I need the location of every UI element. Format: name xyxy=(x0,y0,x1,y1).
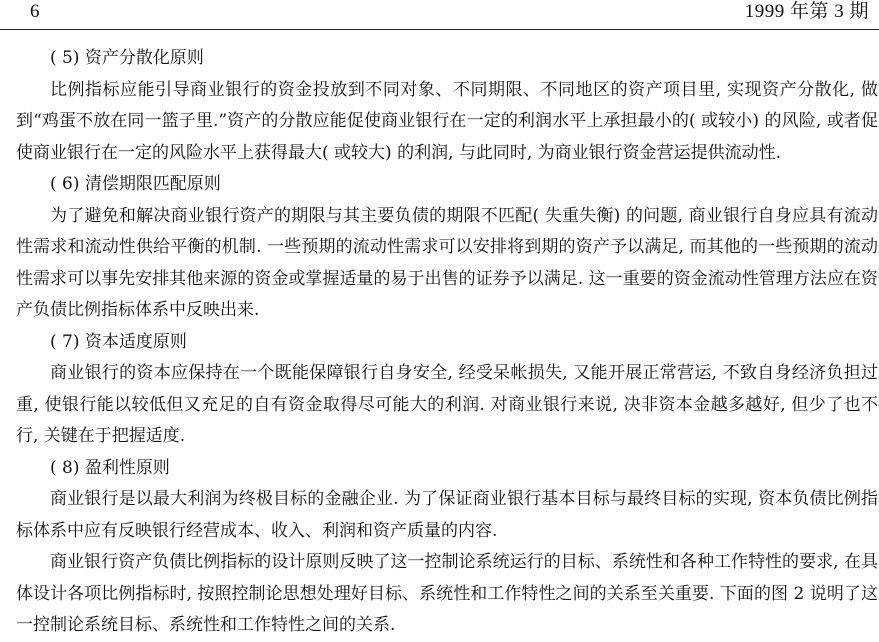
paragraph-design-principles-summary: 商业银行资产负债比例指标的设计原则反映了这一控制论系统运行的目标、系统性和各种工作特性的要求, 在具体设计各项比例指标时, 按照控制论思想处理好目标、系统性和工作特性之间的关系至关重要. 下面的图 2 说明了这一控制论系统目标、系统性和工作特性之间的关系. xyxy=(16,552,878,635)
journal-issue: 1999 年第 3 期 xyxy=(744,1,869,22)
paragraph-maturity-matching: 为了避免和解决商业银行资产的期限与其主要负债的期限不匹配( 失重失衡) 的问题, 商业银行自身应具有流动性需求和流动性供给平衡的机制. 一些预期的流动性需求可以安排将到期的资产予以满足, 而其他的一些预期的流动性需求可以事先安排其他来源的资金或掌握适量的易于出售的证券予以满足. 这一重要的资金流动性管理方法应在资产负债比例指标体系中反映出来. xyxy=(16,205,878,320)
paragraph-asset-diversification: 比例指标应能引导商业银行的资金投放到不同对象、不同期限、不同地区的资产项目里, 实现资产分散化, 做到“鸡蛋不放在同一篮子里.”资产的分散应能促使商业银行在一定的利润水平上承担最小的( 或较小) 的风险, 或者促使商业银行在一定的风险水平上获得最大( 或较大) 的利润, 与此同时, 为商业银行资金营运提供流动性. xyxy=(16,79,878,163)
page-number: 6 xyxy=(30,1,40,22)
section-title-maturity-matching: ( 6) 清偿期限匹配原则 xyxy=(50,174,221,194)
section-title-profitability: ( 8) 盈利性原则 xyxy=(50,457,170,478)
paragraph-capital-adequacy: 商业银行的资本应保持在一个既能保障银行自身安全, 经受呆帐损失, 又能开展正常营运, 不致自身经济负担过重, 使银行能以较低但又充足的自有资金取得尽可能大的利润. 对商业银行来说, 决非资本金越多越好, 但少了也不行, 关键在于把握适度. xyxy=(16,363,878,446)
page-header xyxy=(0,0,879,30)
section-title-capital-adequacy: ( 7) 资本适度原则 xyxy=(50,331,187,352)
article-body xyxy=(16,43,878,642)
section-title-asset-diversification: ( 5) 资产分散化原则 xyxy=(50,48,204,68)
paragraph-profitability: 商业银行是以最大利润为终极目标的金融企业. 为了保证商业银行基本目标与最终目标的实现, 资本负债比例指标体系中应有反映银行经营成本、收入、利润和资产质量的内容. xyxy=(16,489,878,541)
